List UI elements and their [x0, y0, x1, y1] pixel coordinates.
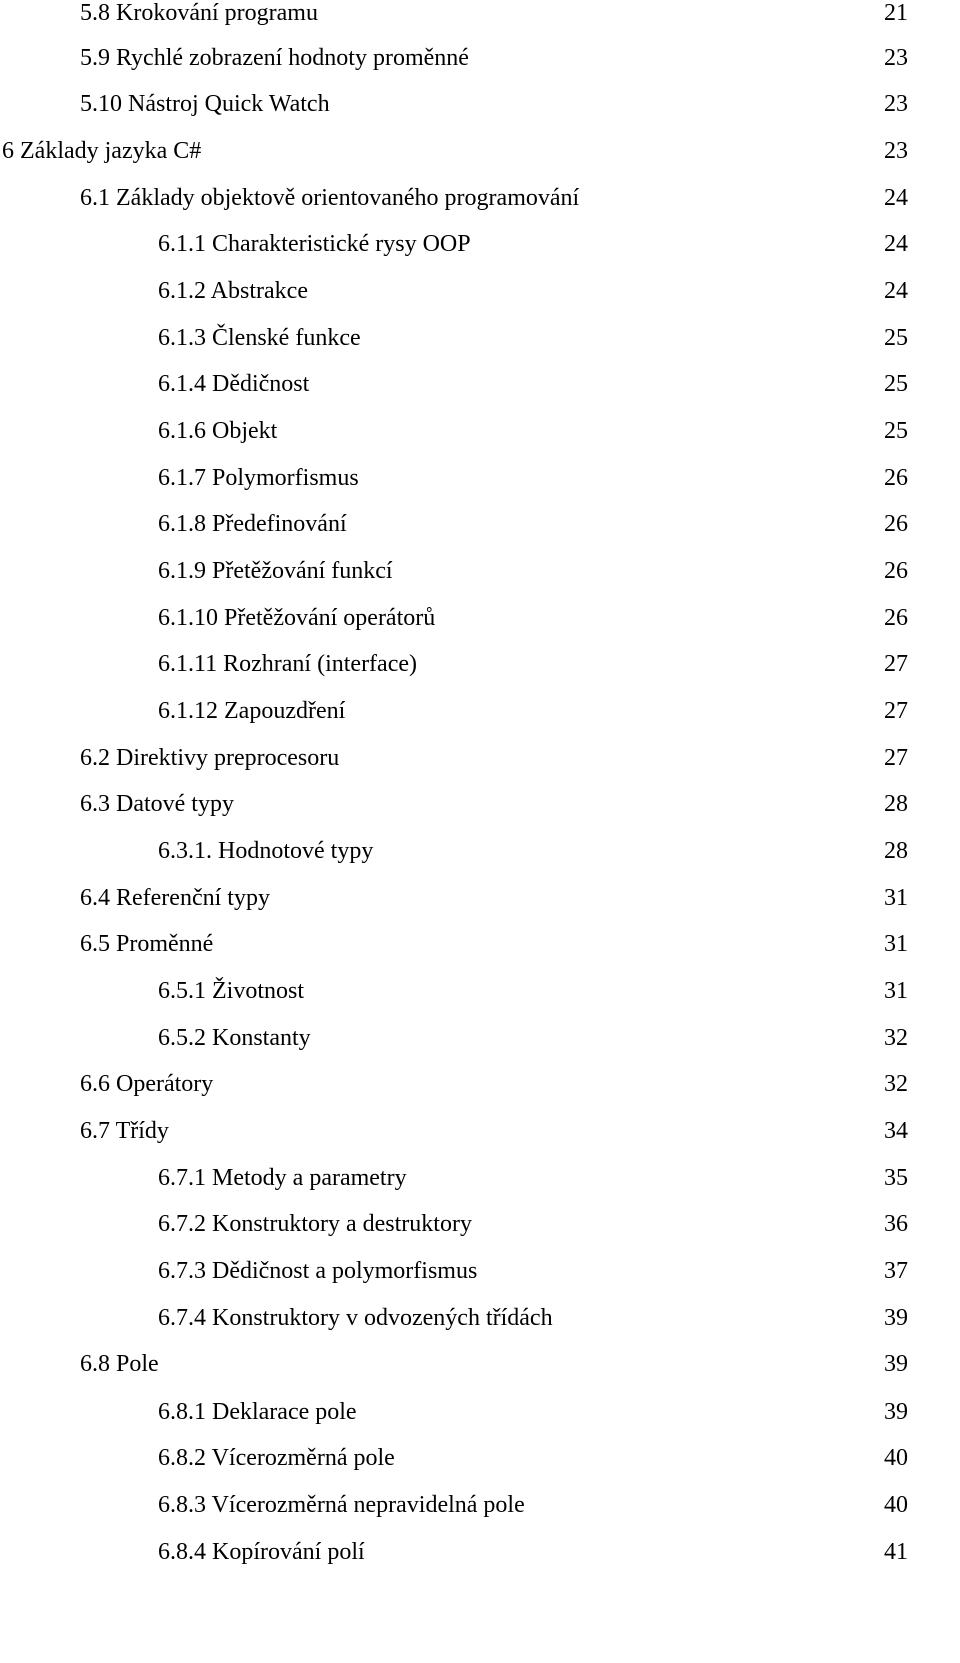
toc-entry-page: 32: [884, 1071, 908, 1097]
toc-entry[interactable]: [0, 361, 960, 407]
toc-entry-page: 28: [884, 791, 908, 817]
toc-entry-title: 6.1.6 Objekt: [158, 418, 278, 444]
toc-entry-title: 6.1.3 Členské funkce: [158, 325, 361, 351]
toc-entry-page: 23: [884, 138, 908, 164]
toc-entry-title: 6.1.2 Abstrakce: [158, 278, 308, 304]
toc-entry[interactable]: [0, 641, 960, 687]
toc-entry-page: 39: [884, 1305, 908, 1331]
toc-entry-title: 6.8 Pole: [80, 1351, 159, 1377]
toc-entry-page: 40: [884, 1492, 908, 1518]
toc-entry-page: 27: [884, 698, 908, 724]
toc-entry-title: 6.1.10 Přetěžování operátorů: [158, 605, 436, 631]
toc-entry-title: 6.5 Proměnné: [80, 931, 214, 957]
toc-entry-title: 6.7.4 Konstruktory v odvozených třídách: [158, 1305, 553, 1331]
toc-entry-title: 6.7 Třídy: [80, 1118, 169, 1144]
toc-entry-title: 6.6 Operátory: [80, 1071, 214, 1097]
toc-entry[interactable]: [0, 595, 960, 641]
toc-entry[interactable]: [0, 35, 960, 81]
toc-entry-page: 23: [884, 45, 908, 71]
toc-entry-title: 6.3 Datové typy: [80, 791, 234, 817]
toc-entry[interactable]: [0, 501, 960, 547]
toc-entry-title: 6.1.11 Rozhraní (interface): [158, 651, 417, 677]
toc-entry-page: 26: [884, 511, 908, 537]
toc-entry-page: 26: [884, 465, 908, 491]
toc-entry-title: 6.8.4 Kopírování polí: [158, 1539, 365, 1565]
toc-entry[interactable]: [0, 781, 960, 827]
toc-entry[interactable]: [0, 875, 960, 921]
toc-entry[interactable]: [0, 1201, 960, 1247]
toc-entry-page: 25: [884, 325, 908, 351]
toc-entry[interactable]: [0, 921, 960, 967]
toc-entry-title: 5.10 Nástroj Quick Watch: [80, 91, 330, 117]
toc-entry[interactable]: [0, 735, 960, 781]
toc-entry[interactable]: [0, 1108, 960, 1154]
toc-entry-page: 27: [884, 651, 908, 677]
toc-entry-title: 6.1 Základy objektově orientovaného programování: [80, 185, 580, 211]
toc-entry[interactable]: [0, 81, 960, 127]
toc-entry[interactable]: [0, 1015, 960, 1061]
toc-entry-page: 24: [884, 185, 908, 211]
toc-entry-page: 35: [884, 1165, 908, 1191]
toc-entry[interactable]: [0, 828, 960, 874]
toc-entry[interactable]: [0, 1341, 960, 1387]
toc-entry-page: 28: [884, 838, 908, 864]
toc-entry-page: 31: [884, 931, 908, 957]
toc-entry-page: 34: [884, 1118, 908, 1144]
toc-entry-title: 6.5.1 Životnost: [158, 978, 305, 1004]
toc-entry-page: 26: [884, 605, 908, 631]
toc-entry[interactable]: [0, 128, 960, 174]
toc-entry[interactable]: [0, 268, 960, 314]
toc-entry[interactable]: [0, 1155, 960, 1201]
toc-entry-page: 31: [884, 978, 908, 1004]
toc-entry-title: 6.1.12 Zapouzdření: [158, 698, 346, 724]
toc-entry-title: 6.7.3 Dědičnost a polymorfismus: [158, 1258, 478, 1284]
toc-entry-title: 6.2 Direktivy preprocesoru: [80, 745, 340, 771]
toc-entry[interactable]: [0, 0, 960, 36]
toc-entry-page: 36: [884, 1211, 908, 1237]
toc-entry-page: 21: [884, 0, 908, 26]
toc-entry-page: 40: [884, 1445, 908, 1471]
toc-entry-page: 37: [884, 1258, 908, 1284]
toc-entry[interactable]: [0, 1435, 960, 1481]
toc-entry-title: 6.1.4 Dědičnost: [158, 371, 310, 397]
toc-entry-title: 5.8 Krokování programu: [80, 0, 318, 26]
toc-entry-page: 32: [884, 1025, 908, 1051]
toc-entry-page: 39: [884, 1351, 908, 1377]
toc-entry[interactable]: [0, 1482, 960, 1528]
toc-entry-title: 6.1.7 Polymorfismus: [158, 465, 359, 491]
toc-entry[interactable]: [0, 1061, 960, 1107]
toc-entry-title: 6.7.2 Konstruktory a destruktory: [158, 1211, 472, 1237]
toc-entry[interactable]: [0, 1295, 960, 1341]
toc-entry-page: 39: [884, 1399, 908, 1425]
toc-entry[interactable]: [0, 1248, 960, 1294]
toc-entry[interactable]: [0, 455, 960, 501]
toc-entry-page: 27: [884, 745, 908, 771]
toc-entry[interactable]: [0, 1529, 960, 1575]
toc-entry-page: 26: [884, 558, 908, 584]
toc-entry-title: 6.8.1 Deklarace pole: [158, 1399, 357, 1425]
toc-entry-page: 23: [884, 91, 908, 117]
toc-entry-page: 24: [884, 278, 908, 304]
toc-entry-title: 6.3.1. Hodnotové typy: [158, 838, 374, 864]
toc-entry-title: 6.7.1 Metody a parametry: [158, 1165, 407, 1191]
toc-entry-title: 6.8.3 Vícerozměrná nepravidelná pole: [158, 1492, 525, 1518]
toc-entry-page: 41: [884, 1539, 908, 1565]
toc-entry-title: 6.4 Referenční typy: [80, 885, 270, 911]
toc-entry-page: 25: [884, 418, 908, 444]
toc-entry-title: 6.8.2 Vícerozměrná pole: [158, 1445, 395, 1471]
toc-entry-title: 6.1.9 Přetěžování funkcí: [158, 558, 393, 584]
toc-entry[interactable]: [0, 1389, 960, 1435]
toc-entry[interactable]: [0, 968, 960, 1014]
toc-entry-title: 6 Základy jazyka C#: [2, 138, 202, 164]
toc-entry[interactable]: [0, 175, 960, 221]
toc-entry-title: 6.1.8 Předefinování: [158, 511, 347, 537]
toc-entry-title: 5.9 Rychlé zobrazení hodnoty proměnné: [80, 45, 469, 71]
toc-entry-page: 31: [884, 885, 908, 911]
toc-entry[interactable]: [0, 688, 960, 734]
toc-entry-title: 6.5.2 Konstanty: [158, 1025, 311, 1051]
toc-entry[interactable]: [0, 315, 960, 361]
toc-entry[interactable]: [0, 548, 960, 594]
toc-entry-title: 6.1.1 Charakteristické rysy OOP: [158, 231, 471, 257]
toc-entry[interactable]: [0, 408, 960, 454]
toc-entry[interactable]: [0, 221, 960, 267]
toc-entry-page: 25: [884, 371, 908, 397]
toc-entry-page: 24: [884, 231, 908, 257]
